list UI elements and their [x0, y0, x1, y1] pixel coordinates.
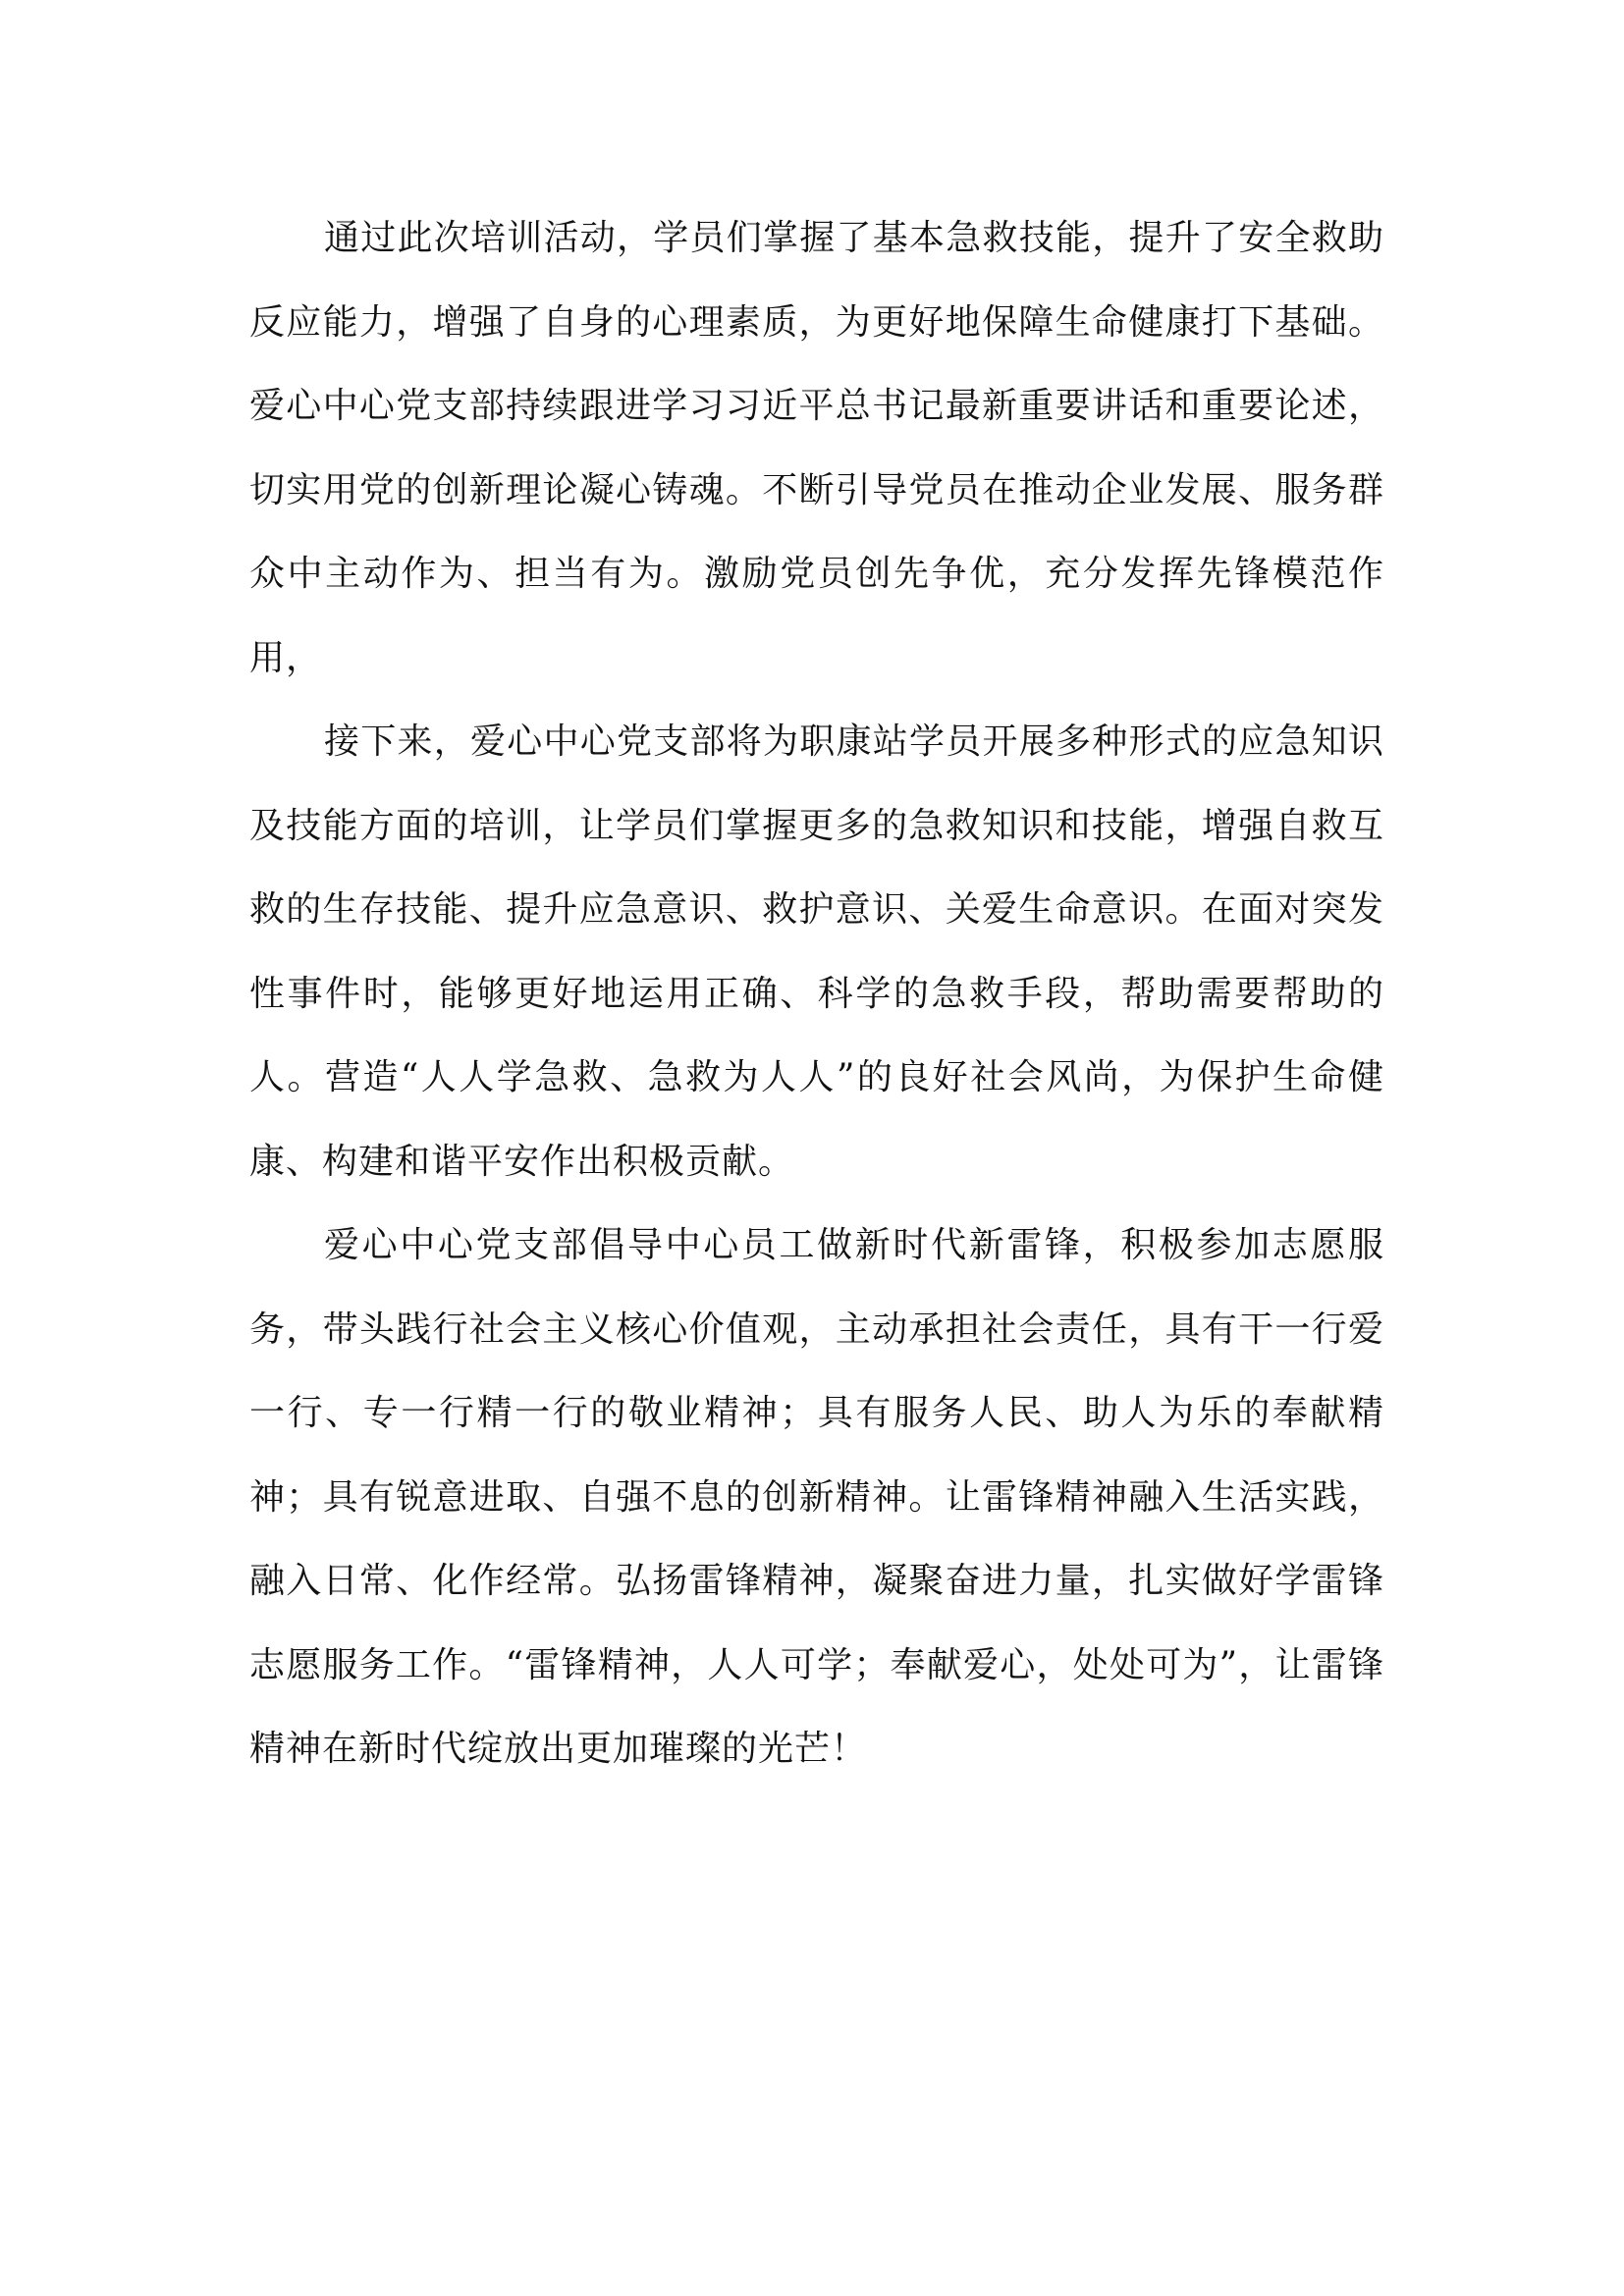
paragraph-next-steps: 接下来，爱心中心党支部将为职康站学员开展多种形式的应急知识及技能方面的培训，让学员们掌握更多的急救知识和技能，增强自救互救的生存技能、提升应急意识、救护意识、关爱生命意识。在面对突发性事件时，能够更好地运用正确、科学的急救手段，帮助需要帮助的人。营造“人人学急救、急救为人人”的良好社会风尚，为保护生命健康、构建和谐平安作出积极贡献。	[249, 721, 1384, 1182]
paragraph-lei-feng-spirit: 爱心中心党支部倡导中心员工做新时代新雷锋，积极参加志愿服务，带头践行社会主义核心价值观，主动承担社会责任，具有干一行爱一行、专一行精一行的敬业精神；具有服务人民、助人为乐的奉献精神；具有锐意进取、自强不息的创新精神。让雷锋精神融入生活实践，融入日常、化作经常。弘扬雷锋精神，凝聚奋进力量，扎实做好学雷锋志愿服务工作。“雷锋精神，人人可学；奉献爱心，处处可为”，让雷锋精神在新时代绽放出更加璀璨的光芒！	[249, 1225, 1384, 1769]
document-body	[249, 196, 1384, 1791]
paragraph-training-results: 通过此次培训活动，学员们掌握了基本急救技能，提升了安全救助反应能力，增强了自身的心理素质，为更好地保障生命健康打下基础。爱心中心党支部持续跟进学习习近平总书记最新重要讲话和重要论述，切实用党的创新理论凝心铸魂。不断引导党员在推动企业发展、服务群众中主动作为、担当有为。激励党员创先争优，充分发挥先锋模范作用，	[249, 218, 1384, 678]
